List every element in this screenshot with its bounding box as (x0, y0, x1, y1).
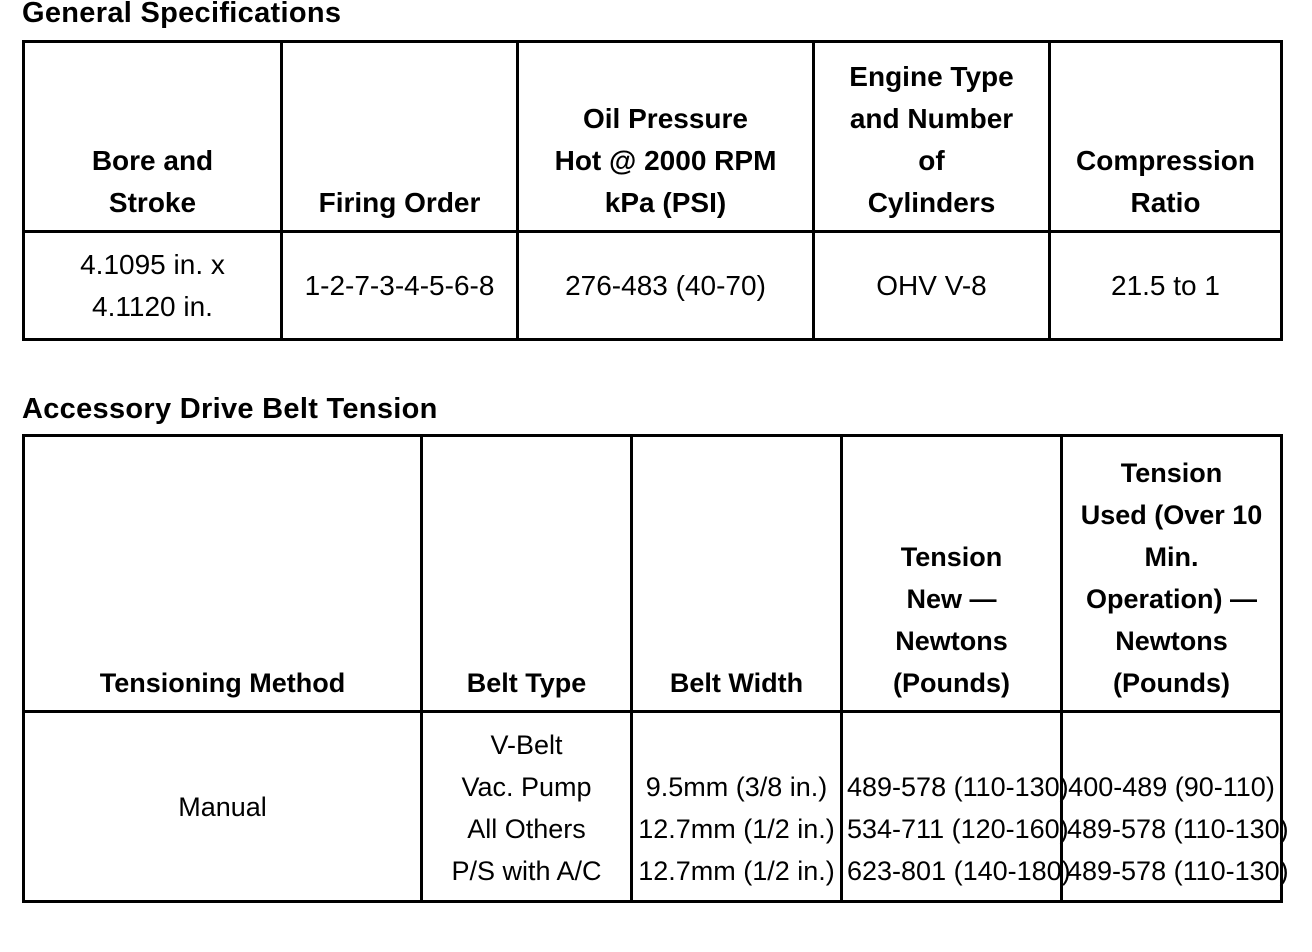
tension-new-item: 534-711 (120-160) (847, 814, 1069, 844)
cell-line: 1-2-7-3-4-5-6-8 (304, 269, 495, 301)
cell-compression-ratio (1050, 232, 1282, 340)
header-compression-ratio (1050, 42, 1282, 232)
general-header-row (24, 42, 1282, 232)
tension-new-item: 489-578 (110-130) (847, 772, 1069, 802)
header-line: (Pounds) (893, 668, 1010, 698)
cell-line: OHV V-8 (876, 269, 987, 301)
header-belt-width (632, 436, 842, 712)
header-line: Tension (1120, 458, 1223, 488)
header-line: Hot @ 2000 RPM (554, 145, 777, 176)
tension-used-item: 400-489 (90-110) (1068, 772, 1275, 802)
tension-used-item: 489-578 (110-130) (1067, 814, 1289, 844)
general-specifications-table (22, 40, 1283, 341)
cell-line: Manual (178, 791, 267, 822)
cell-belt-widths (632, 712, 842, 902)
belt-type-item: Vac. Pump (461, 772, 592, 802)
cell-line: 276-483 (40-70) (565, 269, 766, 301)
cell-firing-order (282, 232, 518, 340)
header-line: Ratio (1130, 187, 1201, 218)
header-line: Newtons (1115, 626, 1228, 656)
header-line: Tension (900, 542, 1003, 572)
cell-bore-stroke (24, 232, 282, 340)
header-bore-stroke (24, 42, 282, 232)
cell-belt-types (422, 712, 632, 902)
header-line: (Pounds) (1113, 668, 1230, 698)
header-oil-pressure (518, 42, 814, 232)
general-specifications-title: General Specifications (22, 0, 342, 29)
tension-used-item: 489-578 (110-130) (1067, 856, 1289, 886)
header-line: New — (906, 584, 997, 614)
header-belt-type (422, 436, 632, 712)
header-line: Newtons (895, 626, 1008, 656)
header-line: Firing Order (318, 187, 481, 218)
header-line: kPa (PSI) (604, 187, 727, 218)
cell-line: 4.1120 in. (92, 290, 213, 322)
header-tension-new (842, 436, 1062, 712)
belt-width-item: 12.7mm (1/2 in.) (638, 856, 835, 886)
header-tensioning-method (24, 436, 422, 712)
header-line: Operation) — (1085, 584, 1257, 614)
header-line: Bore and (91, 145, 214, 176)
belt-type-item: All Others (467, 814, 586, 844)
header-line: Cylinders (867, 187, 996, 218)
cell-tension-new (842, 712, 1071, 902)
belt-type-item: P/S with A/C (451, 856, 602, 886)
tension-new-item: 623-801 (140-180) (847, 856, 1071, 886)
belt-width-item: 9.5mm (3/8 in.) (645, 772, 828, 802)
header-line: Oil Pressure (583, 103, 748, 134)
belt-width-item: 12.7mm (1/2 in.) (638, 814, 835, 844)
belt-value-row (24, 712, 1282, 902)
header-line: Min. (1144, 542, 1199, 572)
header-line: Tensioning Method (99, 668, 346, 698)
header-line: of (918, 145, 945, 176)
general-value-row (24, 232, 1282, 340)
belt-header-row (24, 436, 1282, 712)
header-line: Used (Over 10 (1080, 500, 1263, 530)
belt-type-item: V-Belt (490, 730, 563, 760)
belt-tension-table (22, 434, 1289, 903)
cell-line: 21.5 to 1 (1111, 269, 1220, 301)
cell-line: 4.1095 in. x (80, 248, 225, 280)
header-line: Engine Type (849, 61, 1014, 92)
header-line: Belt Type (466, 668, 587, 698)
cell-tension-used (1062, 712, 1289, 902)
header-line: and Number (849, 103, 1014, 134)
cell-tensioning-method (24, 712, 422, 902)
header-engine-type (814, 42, 1050, 232)
belt-tension-title: Accessory Drive Belt Tension (22, 393, 438, 425)
header-line: Belt Width (669, 668, 804, 698)
cell-oil-pressure (518, 232, 814, 340)
header-tension-used (1062, 436, 1282, 712)
cell-engine-type (814, 232, 1050, 340)
header-firing-order (282, 42, 518, 232)
header-line: Compression (1076, 145, 1255, 176)
header-line: Stroke (108, 187, 197, 218)
